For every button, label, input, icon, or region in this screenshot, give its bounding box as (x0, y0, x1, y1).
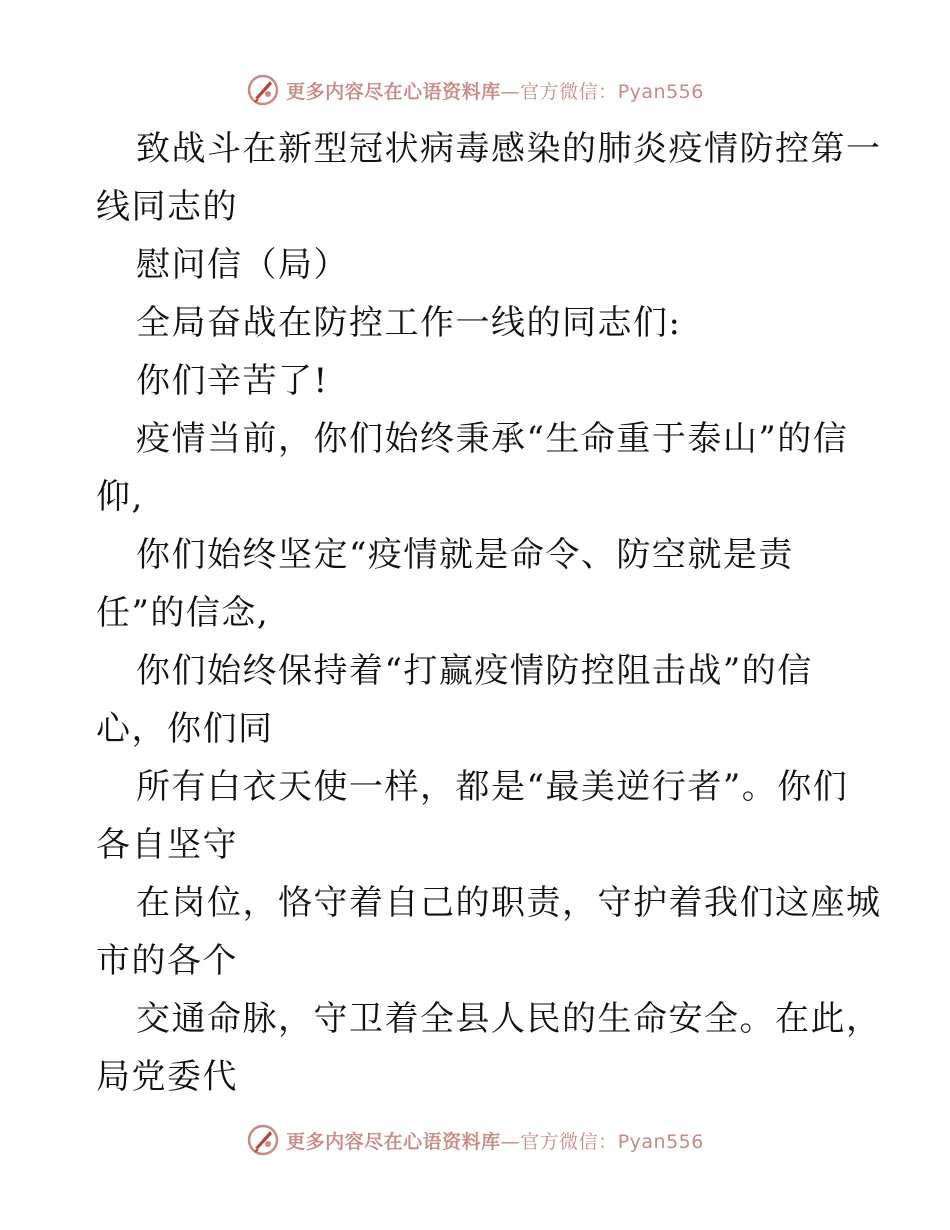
body-line: 你们辛苦了! (136, 361, 329, 401)
body-line: 各自坚守 (96, 825, 238, 865)
feather-pen-logo-icon (246, 1123, 280, 1157)
letter-body (96, 120, 882, 1106)
watermark-id-text: Pyan556 (617, 1130, 704, 1153)
body-line: 你们始终保持着“打赢疫情防控阻击战”的信 (136, 651, 813, 691)
body-line: 所有白衣天使一样，都是“最美逆行者”。你们 (136, 767, 849, 807)
body-line: 市的各个 (96, 941, 238, 981)
feather-pen-logo-icon (246, 73, 280, 107)
body-line: 致战斗在新型冠状病毒感染的肺炎疫情防控第一 (136, 129, 882, 169)
body-line: 全局奋战在防控工作一线的同志们: (136, 303, 682, 343)
body-line: 心，你们同 (96, 709, 274, 749)
body-line: 任”的信念, (96, 593, 270, 633)
watermark-text (286, 77, 704, 104)
body-line: 在岗位，恪守着自己的职责，守护着我们这座城 (136, 883, 882, 923)
body-line: 你们始终坚定“疫情就是命令、防空就是责 (136, 535, 794, 575)
watermark-separator-text: —官方微信： (500, 80, 618, 103)
body-line: 慰问信（局） (136, 245, 349, 285)
watermark-main-text: 更多内容尽在心语资料库 (286, 80, 501, 103)
watermark-text (286, 1127, 704, 1154)
watermark-main-text: 更多内容尽在心语资料库 (286, 1130, 501, 1153)
body-line: 仰, (96, 477, 144, 517)
body-line: 交通命脉，守卫着全县人民的生命安全。在此， (136, 999, 882, 1039)
body-line: 疫情当前，你们始终秉承“生命重于泰山”的信 (136, 419, 849, 459)
header-watermark (0, 70, 950, 110)
footer-watermark (0, 1120, 950, 1160)
watermark-separator-text: —官方微信： (500, 1130, 618, 1153)
body-line: 局党委代 (96, 1057, 238, 1097)
body-line: 线同志的 (96, 187, 238, 227)
watermark-id-text: Pyan556 (617, 80, 704, 103)
